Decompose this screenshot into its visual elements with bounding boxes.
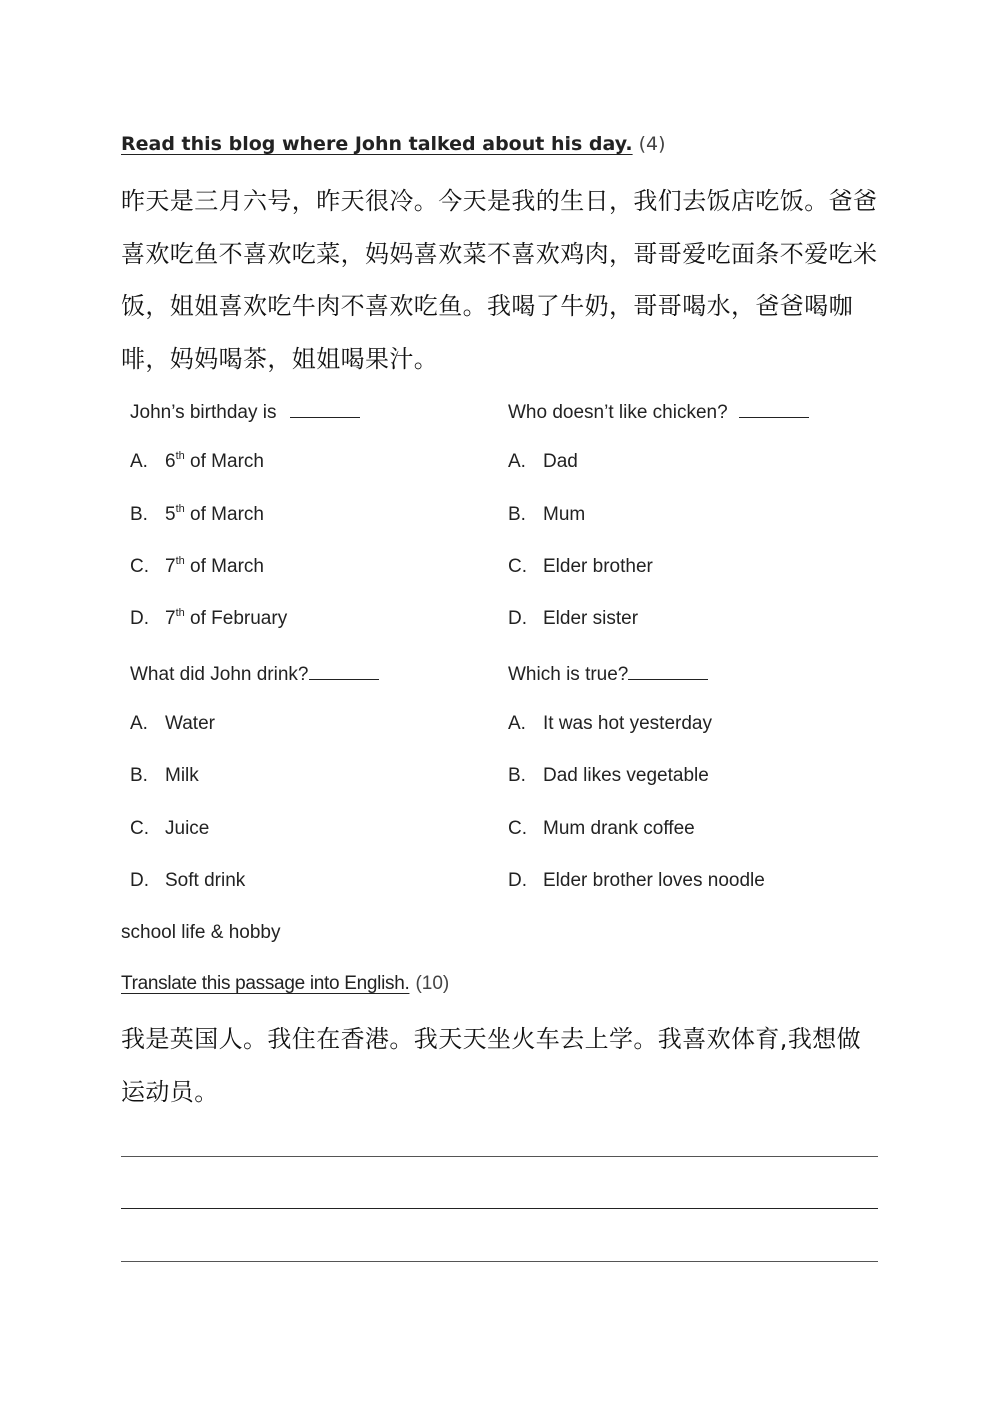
question-3-option-d[interactable]: D. Soft drink: [130, 870, 246, 891]
question-4-option-c[interactable]: C. Mum drank coffee: [508, 818, 695, 839]
question-1: [130, 399, 360, 424]
question-2-option-c[interactable]: C. Elder brother: [508, 556, 653, 577]
question-2-prompt: Who doesn’t like chicken?: [508, 402, 728, 423]
question-4-option-d[interactable]: D. Elder brother loves noodle: [508, 870, 765, 891]
question-3-option-c[interactable]: C. Juice: [130, 818, 210, 839]
translation-title: Translate this passage into English.: [121, 973, 410, 994]
question-2-option-d[interactable]: D. Elder sister: [508, 608, 639, 629]
question-2-answer-blank[interactable]: [739, 399, 809, 418]
question-1-option-c[interactable]: C. 7th of March: [130, 555, 264, 577]
question-3-option-a[interactable]: A. Water: [130, 713, 215, 734]
question-1-option-d[interactable]: D. 7th of February: [130, 607, 288, 629]
topic-label: school life & hobby: [121, 922, 281, 943]
translation-score: (10): [415, 973, 450, 994]
question-3: [130, 661, 379, 686]
question-4-option-a[interactable]: A. It was hot yesterday: [508, 713, 712, 734]
question-1-answer-blank[interactable]: [290, 399, 360, 418]
question-4-answer-blank[interactable]: [628, 661, 708, 680]
reading-score: (4): [638, 133, 666, 155]
translation-passage: 我是英国人。我住在香港。我天天坐火车去上学。我喜欢体育,我想做运动员。: [121, 1025, 862, 1106]
translation-heading: [121, 973, 449, 995]
answer-line-2[interactable]: [121, 1208, 878, 1209]
question-4: [508, 661, 708, 686]
question-2-option-b[interactable]: B. Mum: [508, 504, 586, 525]
question-1-prompt: John’s birthday is: [130, 402, 277, 423]
answer-line-3[interactable]: [121, 1261, 878, 1262]
question-4-option-b[interactable]: B. Dad likes vegetable: [508, 765, 709, 786]
reading-heading: [121, 133, 666, 155]
question-2-option-a[interactable]: A. Dad: [508, 451, 578, 472]
question-3-answer-blank[interactable]: [309, 661, 379, 680]
question-1-option-b[interactable]: B. 5th of March: [130, 503, 264, 525]
question-1-option-a[interactable]: A. 6th of March: [130, 450, 264, 472]
question-3-prompt: What did John drink?: [130, 664, 309, 685]
question-2: [508, 399, 809, 424]
reading-title: Read this blog where John talked about his day.: [121, 133, 633, 155]
answer-line-1[interactable]: [121, 1156, 878, 1157]
question-4-prompt: Which is true?: [508, 664, 629, 685]
reading-passage: 昨天是三月六号，昨天很冷。今天是我的生日，我们去饭店吃饭。爸爸喜欢吃鱼不喜欢吃菜，妈妈喜欢菜不喜欢鸡肉，哥哥爱吃面条不爱吃米饭，姐姐喜欢吃牛肉不喜欢吃鱼。我喝了牛奶，哥哥喝水，爸爸喝咖啡，妈妈喝茶，姐姐喝果汁。: [121, 187, 878, 373]
question-3-option-b[interactable]: B. Milk: [130, 765, 199, 786]
